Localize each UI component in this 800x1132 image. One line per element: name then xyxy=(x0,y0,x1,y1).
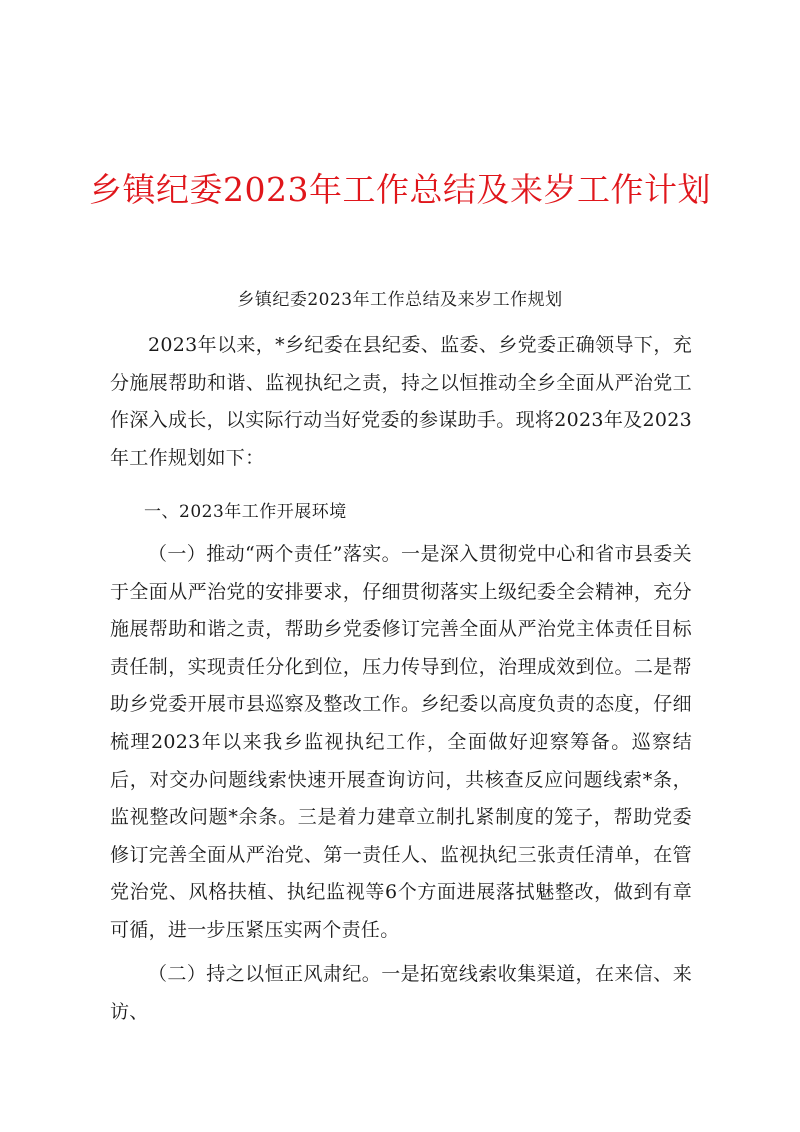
section-item-paragraph: （二）持之以恒正风肃纪。一是拓宽线索收集渠道，在来信、来访、 xyxy=(110,963,692,1023)
section-heading: 一、2023年工作开展环境 xyxy=(144,502,347,522)
section-item-paragraph: （一）推动“两个责任”落实。一是深入贯彻党中心和省市县委关于全面从严治党的安排要求，仔细贯彻落实上级纪委全会精神，充分施展帮助和谐之责，帮助乡党委修订完善全面从严治党主体责任目标责任制，实现责任分化到位，压力传导到位，治理成效到位。二是帮助乡党委开展市县巡察及整改工作。乡纪委以高度负责的态度，仔细梳理2023年以来我乡监视执纪工作，全面做好迎察筹备。巡察结后，对交办问题线索快速开展查询访问，共核查反应问题线索*条，监视整改问题*余条。三是着力建章立制扎紧制度的笼子，帮助党委修订完善全面从严治党、第一责任人、监视执纪三张责任清单，在管党治党、风格扶植、执纪监视等6个方面进展落拭魅整改，做到有章可循，进一步压紧压实两个责任。 xyxy=(110,543,692,941)
intro-paragraph: 2023年以来，*乡纪委在县纪委、监委、乡党委正确领导下，充分施展帮助和谐、监视执纪之责，持之以恒推动全乡全面从严治党工作深入成长，以实际行动当好党委的参谋助手。现将2023年及2023年工作规划如下： xyxy=(110,334,692,469)
document-title: 乡镇纪委2023年工作总结及来岁工作计划 xyxy=(89,170,711,209)
document-subtitle: 乡镇纪委2023年工作总结及来岁工作规划 xyxy=(237,290,563,310)
